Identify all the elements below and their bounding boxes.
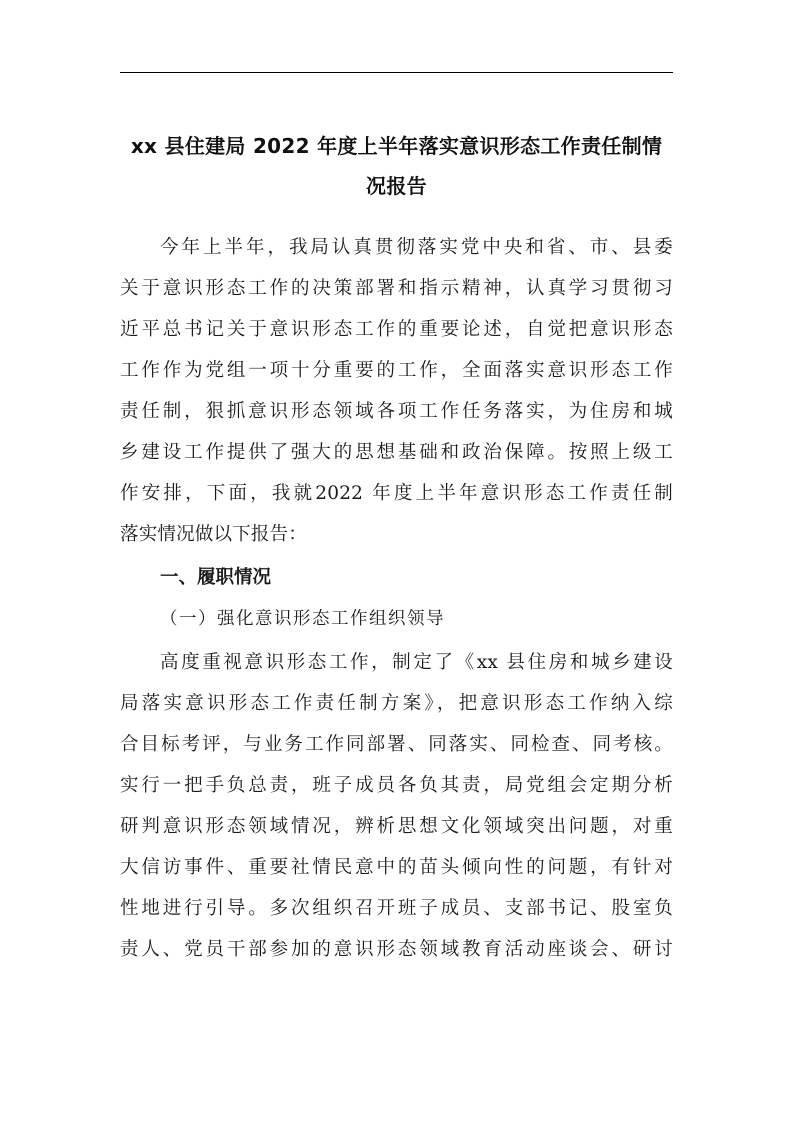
intro-line-5: 责任制，狠抓意识形态领域各项工作任务落实，为住房和城 <box>120 401 673 422</box>
body-line-1: 高度重视意识形态工作，制定了《xx 县住房和城乡建设 <box>160 652 673 673</box>
body-line-3: 合目标考评，与业务工作同部署、同落实、同检查、同考核。 <box>120 734 673 755</box>
title-line-1: xx 县住建局 2022 年度上半年落实意识形态工作责任制情 <box>130 134 663 158</box>
title-line-2: 况报告 <box>366 174 427 198</box>
section-heading: 一、履职情况 <box>160 567 272 588</box>
body-line-8: 责人、党员干部参加的意识形态领域教育活动座谈会、研讨 <box>120 939 673 960</box>
body-line-6: 大信访事件、重要社情民意中的苗头倾向性的问题，有针对 <box>120 857 673 878</box>
intro-line-8: 落实情况做以下报告： <box>120 524 308 545</box>
intro-line-6: 乡建设工作提供了强大的思想基础和政治保障。按照上级工 <box>120 442 673 463</box>
header-rule <box>120 72 673 73</box>
subsection-heading: （一）强化意识形态工作组织领导 <box>160 609 445 629</box>
document-title <box>120 126 673 206</box>
body-line-7: 性地进行引导。多次组织召开班子成员、支部书记、股室负 <box>120 898 673 919</box>
intro-line-1: 今年上半年，我局认真贯彻落实党中央和省、市、县委 <box>160 237 673 258</box>
body-line-5: 研判意识形态领域情况，辨析思想文化领域突出问题，对重 <box>120 816 673 837</box>
body-line-4: 实行一把手负总责，班子成员各负其责，局党组会定期分析 <box>120 775 673 796</box>
intro-line-3: 近平总书记关于意识形态工作的重要论述，自觉把意识形态 <box>120 319 673 340</box>
body-line-2: 局落实意识形态工作责任制方案》，把意识形态工作纳入综 <box>120 693 673 714</box>
intro-line-2: 关于意识形态工作的决策部署和指示精神，认真学习贯彻习 <box>120 278 673 299</box>
intro-line-4: 工作作为党组一项十分重要的工作，全面落实意识形态工作 <box>120 360 673 381</box>
intro-line-7: 作安排，下面，我就2022 年度上半年意识形态工作责任制 <box>120 483 673 504</box>
